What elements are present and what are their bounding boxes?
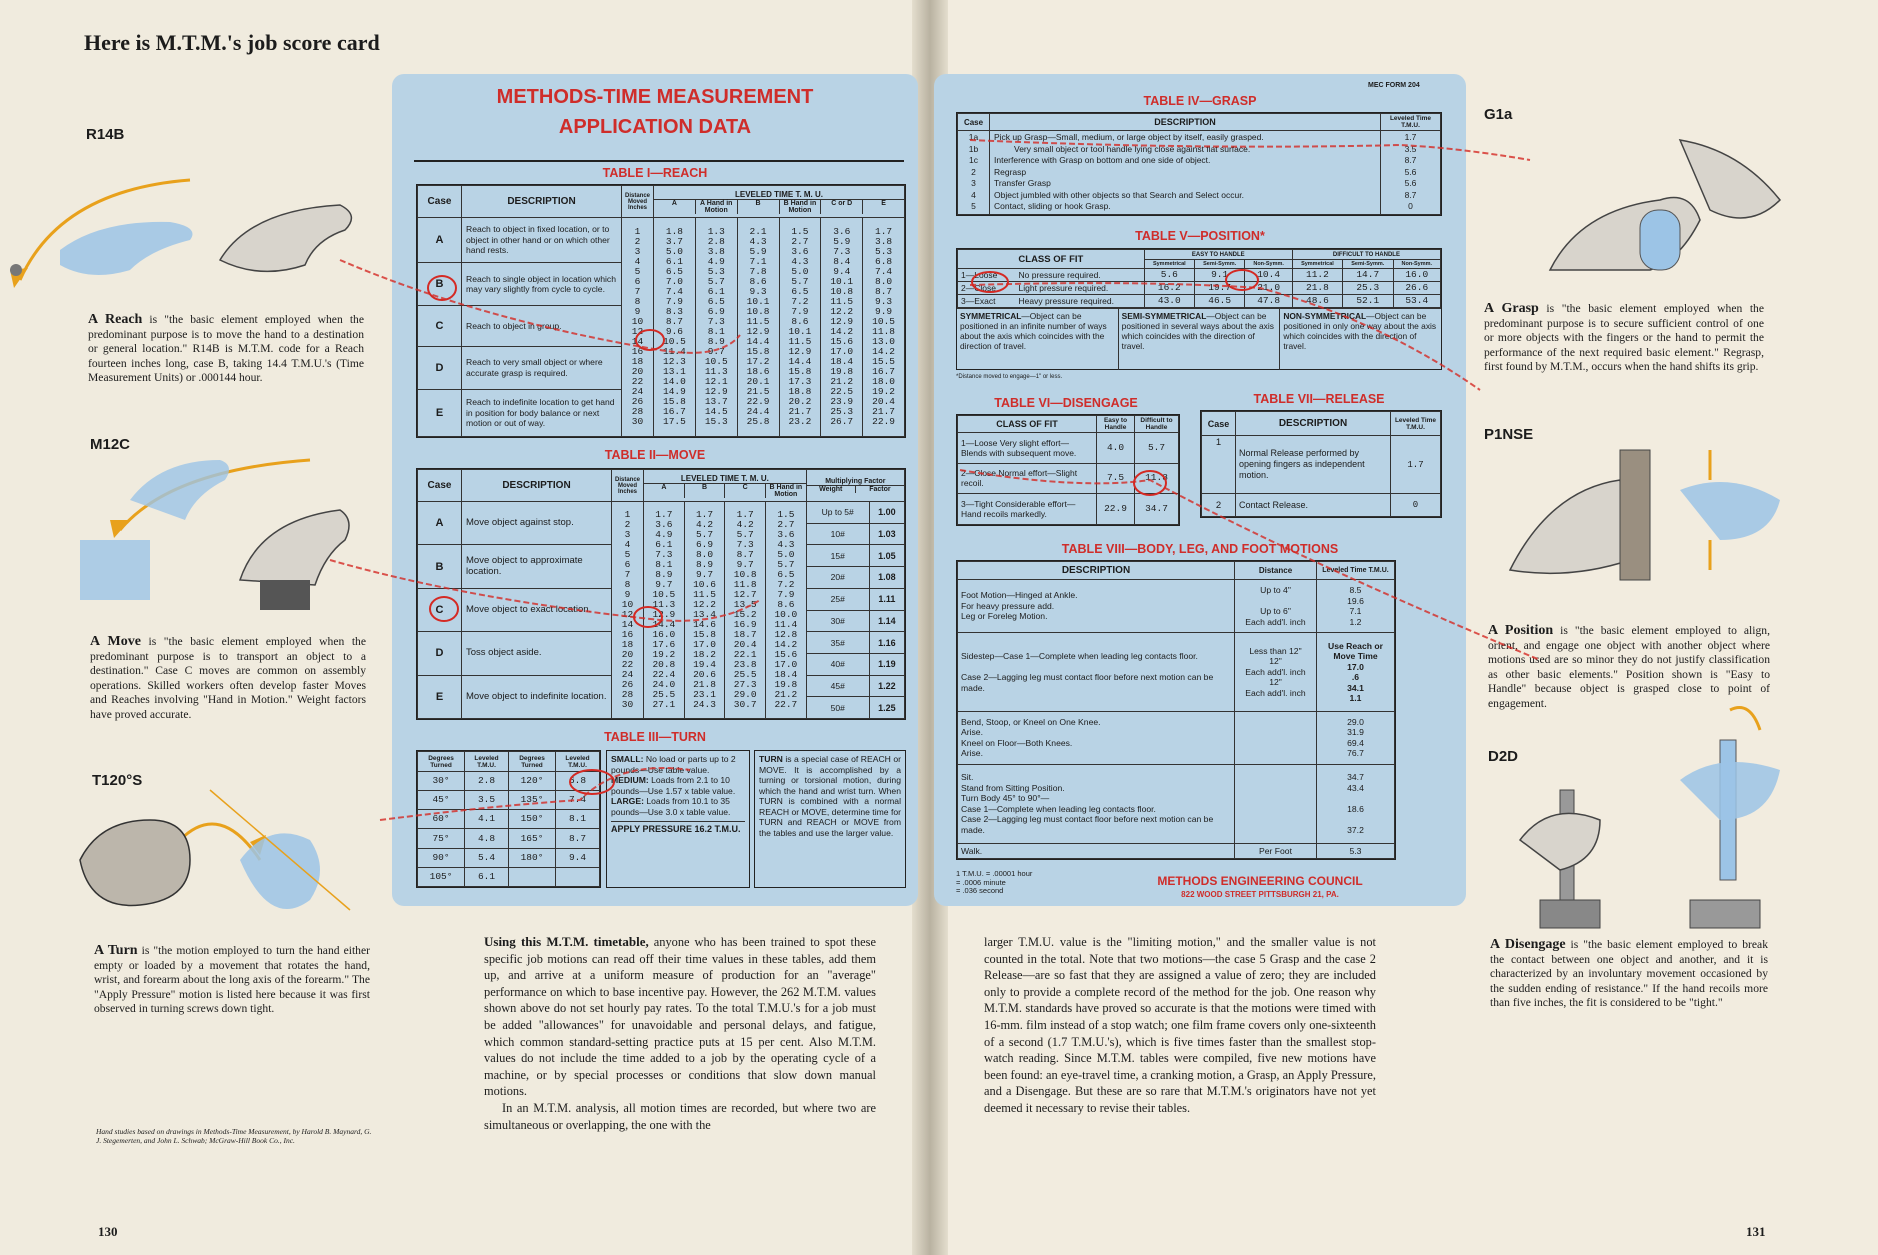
turn-load-box: SMALL: No load or parts up to 2 pounds—Use table value. MEDIUM: Loads from 2.1 to 10 pounds—Use 1.57 x table value. LARGE: Loads from 10.1 to 35 pounds—Use 3.0 x table value. APPLY PRESSURE 16.2 T.M.U. (606, 750, 750, 888)
page-number-right: 131 (1746, 1224, 1766, 1239)
turn-code: T120°S (92, 772, 143, 789)
grasp-case-column: 1a 1b 1c 2 3 4 5 (968, 132, 979, 212)
col-multiplying-factor: Multiplying Factor Weight Factor (806, 470, 904, 502)
body-motions-table: DESCRIPTION Distance Leveled Time T.M.U. Foot Motion—Hinged at Ankle. For heavy pressure add. Leg or Foreleg Motion. Up to 4" Up to 6" Each add'l. inch 8.5 19.6 7.1 1.2 Sidestep—Case 1—Complete when leading leg contacts floor. Case 2—Lagging leg must contact floor before next motion can be made. Less than 12" 12" Each add'l. inch 12" Each add'l. inch Use Reach or Move Time 17.0 .6 34.1 1.1 Bend, Stoop, or Kneel on One Knee. Arise. Kneel on Floor—Both Knees. Arise. 29.0 31.9 69.4 76.7 Sit. Stand from Sitting Position. Turn Body 45° to 90°— Case 1—Complete when leading leg contacts floor. Case 2—Lagging leg must contact floor before next motion can be made. 34.7 43.4 18.6 37.2 Walk. Per Foot 5.3 (956, 560, 1396, 860)
disengage-table: CLASS OF FIT Easy to Handle Difficult to Handle 1—Loose Very slight effort—Blends with subsequent move. 4.0 5.7 2—Close Normal effort—Slight recoil. 7.5 11.8 3—Tight Considerable effort—Hand recoils markedly. 22.9 34.7 (956, 414, 1180, 526)
col-description: DESCRIPTION (462, 470, 612, 502)
reach-caption: A Reach is "the basic element employed when the predominant purpose is to move the hand to a destination or general location." R14B is M.T.M. code for a Reach fourteen inches long, case B, taking 14.4 T.M.U.'s (Time Measurement Units) or .000144 hour. (88, 312, 364, 384)
mtm-data-card-right (934, 74, 1466, 906)
reach-table (416, 184, 906, 438)
reach-values-e: 1.7 3.8 5.3 6.8 7.4 8.0 8.7 9.3 9.9 10.5 11.8 13.0 14.2 15.5 16.7 18.0 19.2 20.4 21.7 22.9 (863, 218, 905, 437)
grasp-tmu-column: 1.7 3.5 8.7 5.6 5.6 8.7 0 (1404, 132, 1417, 212)
disengaging-peg-icon (1500, 700, 1800, 930)
mec-form-label: MEC FORM 204 (1368, 82, 1420, 89)
turn-note-box: TURN is a special case of REACH or MOVE. It is accomplished by a turning or torsional motion, during which the hand and wrist turn. When TURN is combined with a normal REACH or MOVE, determine time for TURN and REACH or MOVE from the tables and use the larger value. (754, 750, 906, 888)
title-rule (414, 160, 904, 162)
move-values-b-motion: 1.5 2.7 3.6 4.3 5.0 5.7 6.5 7.2 7.9 8.6 10.0 11.4 12.8 14.2 15.6 17.0 18.4 19.8 21.2 22.7 (766, 502, 807, 719)
card-subtitle: APPLICATION DATA (558, 116, 752, 138)
table7-title: TABLE VII—RELEASE (1253, 392, 1385, 406)
col-leveled-time: LEVELED TIME T. M. U. A B C B Hand in Motion (644, 470, 807, 502)
col-description: DESCRIPTION (462, 186, 622, 218)
turn-caption: A Turn is "the motion employed to turn the hand either empty or loaded by a movement that rotates the hand, wrist, and forearm about the long axis of the forearm." The "Apply Pressure" motion is listed here because it was first observed in turning screws down tight. (94, 943, 370, 1015)
table4-title: TABLE IV—GRASP (1143, 94, 1257, 108)
reaching-hand-icon (0, 150, 380, 300)
move-factor-column: 1.00 1.03 1.05 1.08 1.11 1.14 1.16 1.19 1.22 1.25 (869, 502, 904, 719)
move-weight-column: Up to 5# 10# 15# 20# 25# 30# 35# 40# 45# 50# (806, 502, 869, 719)
turning-fist-icon (70, 780, 370, 930)
move-description-column: Move object against stop. Move object to approximate location. Move object to exact location. Toss object aside. Move object to indefinite location. (462, 502, 612, 719)
grasp-description-column: Pick up Grasp—Small, medium, or large object by itself, easily grasped. Very small object or tool handle lying close against flat surface. Interference with Grasp on bottom and one side of object. Regrasp Transfer Grasp Object jumbled with other objects so that Search and Select occur. Contact, sliding or hook Grasp. (994, 132, 1264, 212)
reach-values-b: 2.1 4.3 5.9 7.1 7.8 8.6 9.3 10.1 10.8 11.5 12.9 14.4 15.8 17.2 18.6 20.1 21.5 22.9 24.4 25.8 (737, 218, 779, 437)
move-code: M12C (90, 436, 131, 453)
position-row-loose: 1—Loose No pressure required. 5.6 9.1 10.4 11.2 14.7 16.0 (958, 269, 1441, 282)
move-table (416, 468, 906, 720)
reach-values-c-d: 3.6 5.9 7.3 8.4 9.4 10.1 10.8 11.5 12.2 12.9 14.2 15.6 17.0 18.4 19.8 21.2 22.5 23.9 25.3 26.7 (821, 218, 863, 437)
move-distance-column: 1 2 3 4 5 6 7 8 9 10 12 14 16 18 20 22 24 26 28 30 (612, 502, 644, 719)
body-text-left: Using this M.T.M. timetable, anyone who has been trained to spot these specific job motions can read off their time values in these tables, add them up, and arrive at a uniform measure of production for an "average" performance on which to base incentive pay. However, the 262 M.T.M. values shown above do not set hourly pay rates. To the total T.M.U.'s for a job must be added "allowances" for unavoidable and personal delays, and fatigue, which common standard-setting practice puts at 15 per cent. Also M.T.M. values do not include the time added to a job by the operating cycle of a machine, or by special processes or conditions that slow down manual motions. In an M.T.M. analysis, all motion times are recorded, but where two are simultaneous or overlapping, the one with the (484, 934, 876, 1132)
grasp-table: Case DESCRIPTION Leveled Time T.M.U. 1a 1b 1c 2 3 4 5 Pick up Grasp—Small, medium, or large object by itself, easily grasped. Very small object or tool handle lying close against flat surface. Interference with Grasp on bottom and one side of object. Regrasp Transfer Grasp Object jumbled with other objects so that Search and Select occur. Contact, sliding or hook Grasp. 1.7 3.5 8.7 5.6 5.6 8.7 0 (956, 112, 1442, 216)
body-text-right: larger T.M.U. value is the "limiting motion," and the smaller value is not counted in the total. Note that two motions—the case 5 Grasp and the case 2 Release—are so fast that they are assigned a value of zero; they are included only to provide a complete record of the method for the job. One reason why M.T.M. standards have proved so accurate is that the motions were timed with 16-mm. film instead of a stop watch; one film frame covers only one-sixteenth of a second (1.7 T.M.U.'s), which is five times faster than the smallest stop-watch reading. Since M.T.M. tables were compiled, five new motions have been found: an eye-travel time, a cranking motion, a Grasp, an Apply Pressure, and a Disengage. But these are so rare that M.T.M.'s originators have not yet deemed it necessary to revise their tables. (984, 935, 1376, 1115)
symmetry-definitions: SYMMETRICAL—Object can be positioned in an infinite number of ways about the axis which coincides with the direction of travel. SEMI-SYMMETRICAL—Object can be positioned in several ways about the axis which coincides with the direction of travel. NON-SYMMETRICAL—Object can be positioned in only one way about the axis which coincides with the direction of travel. (957, 308, 1441, 370)
position-table: CLASS OF FIT EASY TO HANDLE DIFFICULT TO HANDLE Symmetrical Semi-Symm. Non-Symm. Symmetrical Semi-Symm. Non-Symm. 1—Loose No pressure required. 5.6 9.1 10.4 11.2 14.7 16.0 2—Close Light pressure required. 16.2 19.7 21.0 21.8 25.3 26.6 3—Exact Heavy pressure required. 43.0 46.5 47.8 48.6 52.1 53.4 SYMMETRICAL—Object can be positioned in an infinite number of ways about the axis which coincides with the direction of travel. SEMI-SYMMETRICAL—Object can be positioned in several ways about the axis which coincides with the direction of travel. NON-SYMMETRICAL—Object can be positioned in only one way about the axis which coincides with the direction of travel. (956, 248, 1442, 370)
reach-case-column: A B C D E (418, 218, 462, 437)
grasp-code: G1a (1484, 106, 1513, 123)
page-number-left: 130 (98, 1224, 118, 1239)
position-caption: A Position is "the basic element employed to align, orient, and engage one object with another object where motions used are so minor they do not justify classification as other basic elements." Position shown is "Easy to Handle" because object is grasped close to point of engagement. (1488, 623, 1770, 710)
mtm-data-card-left (392, 74, 918, 906)
col-distance: Distance Moved Inches (612, 470, 644, 502)
table8-title: TABLE VIII—BODY, LEG, AND FOOT MOTIONS (1061, 542, 1339, 556)
move-case-column: A B C D E (418, 502, 462, 719)
position-footnote: *Distance moved to engage—1" or less. (956, 374, 1063, 380)
table2-title: TABLE II—MOVE (604, 448, 706, 462)
tmu-conversion-note: 1 T.M.U. = .00001 hour = .0006 minute = .036 second (956, 869, 1033, 895)
positioning-key-icon (1500, 430, 1800, 610)
table6-title: TABLE VI—DISENGAGE (994, 396, 1138, 410)
footnote: Hand studies based on drawings in Methods-Time Measurement, by Harold B. Maynard, G. J. Stegemerten, and John L. Schwab; McGraw-Hill Book Co., Inc. (96, 1127, 372, 1145)
reach-values-a-motion: 1.3 2.8 3.8 4.9 5.3 5.7 6.1 6.5 6.9 7.3 8.1 8.9 9.7 10.5 11.3 12.1 12.9 13.7 14.5 15.3 (695, 218, 737, 437)
grasp-caption: A Grasp is "the basic element employed when the predominant purpose is to secure sufficient control of one or more objects with the fingers or the hand to permit the performance of the next required basic element." Regrasp, first found by M.T.M., occurs when the hand shifts its grip. (1484, 301, 1764, 373)
position-code: P1NSE (1484, 426, 1534, 443)
table5-title: TABLE V—POSITION* (1135, 229, 1265, 243)
page-heading: Here is M.T.M.'s job score card (84, 30, 380, 55)
position-row-close: 2—Close Light pressure required. 16.2 19.7 21.0 21.8 25.3 26.6 (958, 282, 1441, 295)
col-leveled-time: LEVELED TIME T. M. U. A A Hand in Motion B B Hand in Motion C or D E (654, 186, 905, 218)
turn-degree-table: Degrees Turned Leveled T.M.U. Degrees Turned Leveled T.M.U. 30° 2.8 120° 6.8 45° 3.5 135° 7.4 60° 4.1 150° 8.1 75° 4.8 165° 8.7 90° 5.4 180° 9.4 105° 6.1 (416, 750, 601, 888)
council-address: 822 WOOD STREET PITTSBURGH 21, PA. (1181, 890, 1339, 899)
position-row-exact: 3—Exact Heavy pressure required. 43.0 46.5 47.8 48.6 52.1 53.4 (958, 295, 1441, 308)
table3-title: TABLE III—TURN (604, 730, 706, 744)
apply-pressure: APPLY PRESSURE 16.2 T.M.U. (611, 821, 745, 835)
move-caption: A Move is "the basic element employed when the predominant purpose is to transport an object to a destination." Case C moves are common on assembly operations. Skilled workers often develop faster Moves and Reaches involving "Hand in Motion." Weight factors have proved accurate. (90, 634, 367, 721)
release-table: Case DESCRIPTION Leveled Time T.M.U. 1 Normal Release performed by opening fingers as independent motion. 1.7 2 Contact Release. 0 (1200, 410, 1442, 518)
council-name: METHODS ENGINEERING COUNCIL (1157, 874, 1363, 888)
card-title: METHODS-TIME MEASUREMENT (496, 86, 814, 108)
col-distance: Distance Moved Inches (622, 186, 654, 218)
reach-distance-column: 1 2 3 4 5 6 7 8 9 10 12 14 16 18 20 22 24 26 28 30 (622, 218, 654, 437)
move-values-b: 1.7 4.2 5.7 6.9 8.0 8.9 9.7 10.6 11.5 12.2 13.4 14.6 15.8 17.0 18.2 19.4 20.6 21.8 23.1 24.3 (684, 502, 725, 719)
reach-values-b-motion: 1.5 2.7 3.6 4.3 5.0 5.7 6.5 7.2 7.9 8.6 10.1 11.5 12.9 14.4 15.8 17.3 18.8 20.2 21.7 23.2 (779, 218, 821, 437)
reach-code: R14B (86, 126, 125, 143)
table1-title: TABLE I—REACH (602, 166, 708, 180)
grasping-cylinder-icon (1530, 120, 1830, 300)
col-case: Case (418, 186, 462, 218)
move-values-c: 1.7 4.2 5.7 7.3 8.7 9.7 10.8 11.8 12.7 13.5 15.2 16.9 18.7 20.4 22.1 23.8 25.5 27.3 29.0 30.7 (725, 502, 766, 719)
disengage-code: D2D (1488, 748, 1519, 765)
reach-values-a: 1.8 3.7 5.0 6.1 6.5 7.0 7.4 7.9 8.3 8.7 9.6 10.5 11.4 12.3 13.1 14.0 14.9 15.8 16.7 17.5 (654, 218, 696, 437)
reach-description-column: Reach to object in fixed location, or to object in other hand or on which other hand rests. Reach to single object in location which may vary slightly from cycle to cycle. Reach to object in group. Reach to very small object or where accurate grasp is required. Reach to indefinite location to get hand in position for body balance or next motion or out of way. (462, 218, 622, 437)
move-values-a: 1.7 3.6 4.9 6.1 7.3 8.1 8.9 9.7 10.5 11.3 12.9 14.4 16.0 17.6 19.2 20.8 22.4 24.0 25.5 27.1 (644, 502, 685, 719)
col-case: Case (418, 470, 462, 502)
moving-block-icon (60, 430, 380, 620)
disengage-caption: A Disengage is "the basic element employed to break the contact between one object and another, and it is characterized by an involuntary movement occasioned by the sudden ending of resistance." If the hand recoils more than five inches, the fit is considered to be "tight." (1490, 937, 1769, 1009)
